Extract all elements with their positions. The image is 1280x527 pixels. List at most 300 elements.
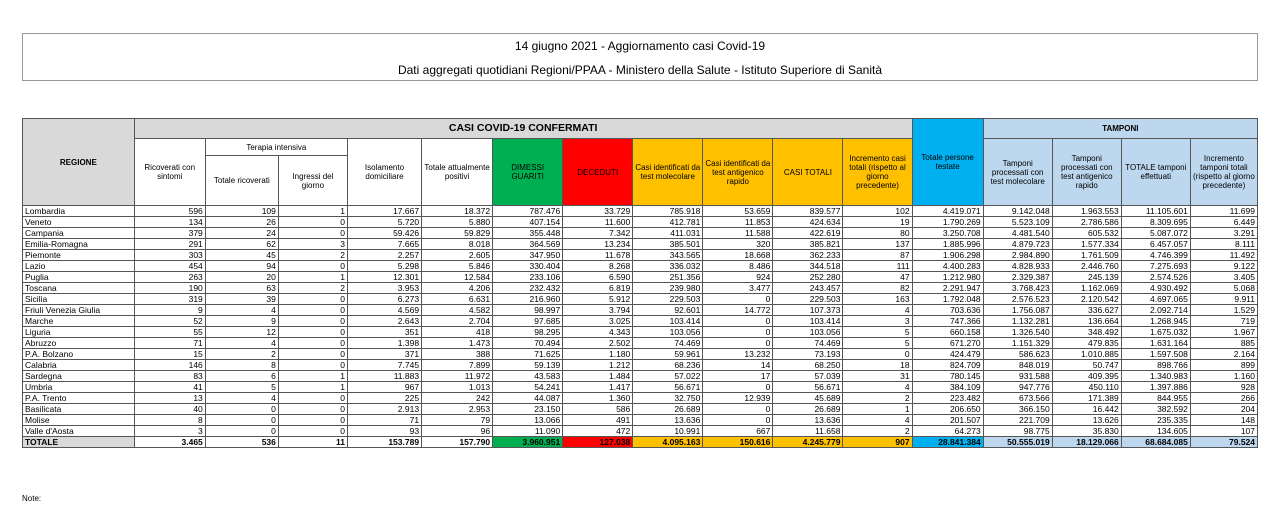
table-cell: 384.109: [912, 382, 983, 393]
table-cell: 9: [205, 316, 278, 327]
table-cell: 14: [703, 360, 773, 371]
table-cell: 844.955: [1121, 393, 1190, 404]
table-cell: 8.268: [563, 261, 633, 272]
table-cell: 232.432: [493, 283, 563, 294]
table-cell: 45.689: [773, 393, 843, 404]
table-cell: 96: [422, 426, 493, 437]
table-cell: 13.636: [633, 415, 703, 426]
table-cell: 885: [1190, 338, 1257, 349]
table-cell: 18.372: [422, 206, 493, 217]
table-cell: 6.590: [563, 272, 633, 283]
table-cell: 33.729: [563, 206, 633, 217]
table-cell: 229.503: [633, 294, 703, 305]
table-cell: 605.532: [1052, 228, 1121, 239]
table-cell: 103.414: [633, 316, 703, 327]
table-cell: 94: [205, 261, 278, 272]
table-row: [23, 283, 1258, 294]
table-cell: 411.031: [633, 228, 703, 239]
table-cell: 4.095.163: [633, 437, 703, 448]
table-cell: 4.828.933: [983, 261, 1052, 272]
table-cell: 780.145: [912, 371, 983, 382]
table-cell: 928: [1190, 382, 1257, 393]
table-cell: 839.577: [773, 206, 843, 217]
header-ti-totale: Totale ricoverati: [205, 156, 278, 206]
table-cell: 7.899: [422, 360, 493, 371]
table-cell: 0: [278, 415, 347, 426]
total-row: [23, 437, 1258, 448]
table-cell: 12.584: [422, 272, 493, 283]
table-cell: 1.397.886: [1121, 382, 1190, 393]
table-cell: 5: [843, 338, 912, 349]
header-regione: REGIONE: [23, 119, 135, 206]
table-cell: 92.601: [633, 305, 703, 316]
table-cell: 11.658: [773, 426, 843, 437]
header-tamponi-antigenico: Tamponi processati con test antigenico rapido: [1052, 139, 1121, 206]
table-cell: 15: [134, 349, 205, 360]
region-name: Friuli Venezia Giulia: [23, 305, 135, 316]
table-cell: 45: [205, 250, 278, 261]
table-cell: 98.775: [983, 426, 1052, 437]
table-cell: 245.139: [1052, 272, 1121, 283]
table-cell: 0: [205, 415, 278, 426]
table-cell: 20: [205, 272, 278, 283]
table-cell: 56.671: [773, 382, 843, 393]
table-cell: 1.675.032: [1121, 327, 1190, 338]
table-row: [23, 426, 1258, 437]
table-cell: 0: [278, 338, 347, 349]
table-cell: 79: [422, 415, 493, 426]
table-cell: 103.414: [773, 316, 843, 327]
table-cell: 103.056: [633, 327, 703, 338]
table-row: [23, 217, 1258, 228]
region-name: Veneto: [23, 217, 135, 228]
table-cell: 8.018: [422, 239, 493, 250]
table-cell: 6.819: [563, 283, 633, 294]
table-cell: 82: [843, 283, 912, 294]
header-incremento-tamponi: Incremento tamponi totali (rispetto al giorno precedente): [1190, 139, 1257, 206]
table-cell: 8: [205, 360, 278, 371]
header-casi-molecolare: Casi identificati da test molecolare: [633, 139, 703, 206]
table-cell: 44.087: [493, 393, 563, 404]
table-cell: 74.469: [773, 338, 843, 349]
table-cell: 907: [843, 437, 912, 448]
table-cell: 7.342: [563, 228, 633, 239]
table-cell: 266: [1190, 393, 1257, 404]
table-cell: 17: [703, 371, 773, 382]
table-cell: 1: [843, 404, 912, 415]
table-cell: 3: [134, 426, 205, 437]
table-cell: 1: [278, 371, 347, 382]
table-cell: 931.588: [983, 371, 1052, 382]
table-cell: 31: [843, 371, 912, 382]
table-cell: 2.704: [422, 316, 493, 327]
table-cell: 136.664: [1052, 316, 1121, 327]
table-cell: 137: [843, 239, 912, 250]
table-cell: 235.335: [1121, 415, 1190, 426]
table-cell: 87: [843, 250, 912, 261]
table-cell: 1.160: [1190, 371, 1257, 382]
header-incremento-casi: Incremento casi totali (rispetto al giorno precedente): [843, 139, 912, 206]
table-cell: 18.668: [703, 250, 773, 261]
table-row: [23, 382, 1258, 393]
region-name: Campania: [23, 228, 135, 239]
table-cell: 0: [205, 426, 278, 437]
table-cell: 3.405: [1190, 272, 1257, 283]
header-dimessi: DIMESSI GUARITI: [493, 139, 563, 206]
table-row: [23, 360, 1258, 371]
table-cell: 0: [278, 327, 347, 338]
table-cell: 3.250.708: [912, 228, 983, 239]
table-cell: 0: [278, 316, 347, 327]
table-cell: 450.110: [1052, 382, 1121, 393]
table-cell: 1.484: [563, 371, 633, 382]
table-cell: 379: [134, 228, 205, 239]
table-cell: 56.671: [633, 382, 703, 393]
table-cell: 2.291.947: [912, 283, 983, 294]
table-cell: 2: [843, 393, 912, 404]
table-cell: 0: [703, 382, 773, 393]
region-name: Basilicata: [23, 404, 135, 415]
table-cell: 8.486: [703, 261, 773, 272]
table-cell: 4.419.071: [912, 206, 983, 217]
table-cell: 13.626: [1052, 415, 1121, 426]
table-cell: 127.038: [563, 437, 633, 448]
table-cell: 55: [134, 327, 205, 338]
header-casi-totali: CASI TOTALI: [773, 139, 843, 206]
table-cell: 50.555.019: [983, 437, 1052, 448]
table-cell: 80: [843, 228, 912, 239]
header-casi-confermati: CASI COVID-19 CONFERMATI: [134, 119, 912, 139]
table-cell: 11: [278, 437, 347, 448]
table-cell: 1.360: [563, 393, 633, 404]
table-cell: 163: [843, 294, 912, 305]
table-cell: 71.625: [493, 349, 563, 360]
header-positivi: Totale attualmente positivi: [422, 139, 493, 206]
header-persone-testate: Totale persone testate: [912, 119, 983, 206]
table-cell: 4: [843, 415, 912, 426]
table-cell: 4: [205, 393, 278, 404]
table-cell: 0: [278, 294, 347, 305]
table-cell: 667: [703, 426, 773, 437]
table-cell: 1.597.508: [1121, 349, 1190, 360]
table-cell: 0: [205, 404, 278, 415]
table-cell: 351: [347, 327, 421, 338]
table-cell: 83: [134, 371, 205, 382]
table-cell: 109: [205, 206, 278, 217]
table-cell: 263: [134, 272, 205, 283]
table-cell: 221.709: [983, 415, 1052, 426]
table-cell: 0: [278, 228, 347, 239]
table-cell: 319: [134, 294, 205, 305]
table-cell: 1.967: [1190, 327, 1257, 338]
table-cell: 3.477: [703, 283, 773, 294]
table-cell: 98.295: [493, 327, 563, 338]
table-cell: 355.448: [493, 228, 563, 239]
table-cell: 252.280: [773, 272, 843, 283]
table-cell: 16.442: [1052, 404, 1121, 415]
table-cell: 719: [1190, 316, 1257, 327]
title-box: [22, 33, 1258, 81]
table-row: [23, 239, 1258, 250]
table-cell: 6.457.057: [1121, 239, 1190, 250]
table-cell: 1.212: [563, 360, 633, 371]
table-cell: 382.592: [1121, 404, 1190, 415]
header-deceduti: DECEDUTI: [563, 139, 633, 206]
region-name: Marche: [23, 316, 135, 327]
table-cell: 54.241: [493, 382, 563, 393]
table-cell: 1.212.980: [912, 272, 983, 283]
table-cell: 348.492: [1052, 327, 1121, 338]
table-cell: 1.180: [563, 349, 633, 360]
table-cell: 344.518: [773, 261, 843, 272]
table-cell: 1.529: [1190, 305, 1257, 316]
table-cell: 8.309.695: [1121, 217, 1190, 228]
table-cell: 52: [134, 316, 205, 327]
table-cell: 57.022: [633, 371, 703, 382]
region-name: Valle d'Aosta: [23, 426, 135, 437]
table-cell: 3.291: [1190, 228, 1257, 239]
table-cell: 424.634: [773, 217, 843, 228]
region-name: Toscana: [23, 283, 135, 294]
header-ricoverati: Ricoverati con sintomi: [134, 139, 205, 206]
table-cell: 343.565: [633, 250, 703, 261]
region-name: Lombardia: [23, 206, 135, 217]
table-cell: 4.930.492: [1121, 283, 1190, 294]
table-cell: 0: [703, 294, 773, 305]
table-cell: 2.092.714: [1121, 305, 1190, 316]
table-cell: 10.991: [633, 426, 703, 437]
table-cell: 4.400.283: [912, 261, 983, 272]
table-cell: 1: [278, 272, 347, 283]
table-cell: 19: [843, 217, 912, 228]
region-name: Emilia-Romagna: [23, 239, 135, 250]
table-cell: 11.600: [563, 217, 633, 228]
table-cell: 59.426: [347, 228, 421, 239]
table-cell: 586.623: [983, 349, 1052, 360]
table-cell: 1.132.281: [983, 316, 1052, 327]
table-cell: 2.574.526: [1121, 272, 1190, 283]
table-cell: 146: [134, 360, 205, 371]
table-cell: 251.356: [633, 272, 703, 283]
table-cell: 362.233: [773, 250, 843, 261]
table-cell: 98.997: [493, 305, 563, 316]
table-cell: 4: [843, 382, 912, 393]
table-cell: 5: [843, 327, 912, 338]
table-cell: 0: [703, 327, 773, 338]
table-cell: 73.193: [773, 349, 843, 360]
table-cell: 2.605: [422, 250, 493, 261]
table-cell: 2.164: [1190, 349, 1257, 360]
region-name: Puglia: [23, 272, 135, 283]
table-cell: 8: [134, 415, 205, 426]
table-cell: 364.569: [493, 239, 563, 250]
table-cell: 2.984.890: [983, 250, 1052, 261]
header-ti-ingressi: Ingressi del giorno: [278, 156, 347, 206]
table-cell: 2.257: [347, 250, 421, 261]
table-cell: 673.566: [983, 393, 1052, 404]
table-cell: 2: [843, 426, 912, 437]
table-cell: 454: [134, 261, 205, 272]
table-cell: 12.939: [703, 393, 773, 404]
table-cell: 11.105.601: [1121, 206, 1190, 217]
table-cell: 201.507: [912, 415, 983, 426]
table-cell: 59.139: [493, 360, 563, 371]
table-cell: 785.918: [633, 206, 703, 217]
table-cell: 0: [703, 415, 773, 426]
table-cell: 4.481.540: [983, 228, 1052, 239]
table-cell: 242: [422, 393, 493, 404]
table-cell: 1: [278, 382, 347, 393]
table-cell: 1.268.945: [1121, 316, 1190, 327]
total-label: TOTALE: [23, 437, 135, 448]
table-cell: 385.821: [773, 239, 843, 250]
region-name: Calabria: [23, 360, 135, 371]
table-cell: 11.492: [1190, 250, 1257, 261]
table-cell: 26.689: [773, 404, 843, 415]
table-cell: 5.846: [422, 261, 493, 272]
table-cell: 23.150: [493, 404, 563, 415]
table-cell: 409.395: [1052, 371, 1121, 382]
table-row: [23, 206, 1258, 217]
table-cell: 26.689: [633, 404, 703, 415]
region-name: Umbria: [23, 382, 135, 393]
table-cell: 11.853: [703, 217, 773, 228]
table-cell: 8.111: [1190, 239, 1257, 250]
table-cell: 2: [205, 349, 278, 360]
table-cell: 3.960.951: [493, 437, 563, 448]
table-cell: 2: [278, 283, 347, 294]
table-cell: 7.745: [347, 360, 421, 371]
table-cell: 1.756.087: [983, 305, 1052, 316]
table-cell: 26: [205, 217, 278, 228]
table-cell: 6.273: [347, 294, 421, 305]
table-cell: 107: [1190, 426, 1257, 437]
table-cell: 12.301: [347, 272, 421, 283]
table-cell: 150.616: [703, 437, 773, 448]
table-cell: 13.066: [493, 415, 563, 426]
table-cell: 424.479: [912, 349, 983, 360]
table-cell: 479.835: [1052, 338, 1121, 349]
table-cell: 59.961: [633, 349, 703, 360]
table-row: [23, 250, 1258, 261]
table-cell: 11.090: [493, 426, 563, 437]
table-row: [23, 349, 1258, 360]
table-cell: 148: [1190, 415, 1257, 426]
table-cell: 422.619: [773, 228, 843, 239]
table-cell: 40: [134, 404, 205, 415]
table-cell: 13.234: [563, 239, 633, 250]
table-cell: 70.494: [493, 338, 563, 349]
table-cell: 671.270: [912, 338, 983, 349]
table-cell: 68.250: [773, 360, 843, 371]
table-cell: 13.232: [703, 349, 773, 360]
table-cell: 1.473: [422, 338, 493, 349]
table-cell: 153.789: [347, 437, 421, 448]
table-cell: 11.699: [1190, 206, 1257, 217]
table-row: [23, 272, 1258, 283]
region-name: Piemonte: [23, 250, 135, 261]
table-cell: 1.761.509: [1052, 250, 1121, 261]
table-cell: 9.911: [1190, 294, 1257, 305]
table-row: [23, 371, 1258, 382]
table-cell: 388: [422, 349, 493, 360]
table-cell: 320: [703, 239, 773, 250]
table-cell: 303: [134, 250, 205, 261]
covid-data-table: [22, 118, 1258, 448]
table-cell: 1.963.553: [1052, 206, 1121, 217]
table-cell: 2.913: [347, 404, 421, 415]
table-cell: 17.667: [347, 206, 421, 217]
table-cell: 407.154: [493, 217, 563, 228]
table-cell: 5.298: [347, 261, 421, 272]
table-cell: 2.329.387: [983, 272, 1052, 283]
table-cell: 330.404: [493, 261, 563, 272]
table-cell: 899: [1190, 360, 1257, 371]
table-cell: 1.792.048: [912, 294, 983, 305]
table-cell: 1.326.540: [983, 327, 1052, 338]
table-cell: 4.746.399: [1121, 250, 1190, 261]
region-name: Sicilia: [23, 294, 135, 305]
table-cell: 336.627: [1052, 305, 1121, 316]
table-row: [23, 415, 1258, 426]
table-cell: 134.605: [1121, 426, 1190, 437]
table-body: [23, 206, 1258, 448]
table-cell: 2.786.586: [1052, 217, 1121, 228]
table-cell: 5.523.109: [983, 217, 1052, 228]
table-cell: 4: [205, 338, 278, 349]
table-cell: 0: [278, 360, 347, 371]
table-cell: 243.457: [773, 283, 843, 294]
table-cell: 0: [843, 349, 912, 360]
table-cell: 2.120.542: [1052, 294, 1121, 305]
table-cell: 472: [563, 426, 633, 437]
table-cell: 216.960: [493, 294, 563, 305]
table-cell: 35.830: [1052, 426, 1121, 437]
table-cell: 5: [205, 382, 278, 393]
table-cell: 206.650: [912, 404, 983, 415]
table-cell: 0: [703, 404, 773, 415]
region-name: Molise: [23, 415, 135, 426]
table-cell: 225: [347, 393, 421, 404]
header-tamponi: TAMPONI: [983, 119, 1257, 139]
table-cell: 3.953: [347, 283, 421, 294]
table-cell: 11.972: [422, 371, 493, 382]
table-cell: 0: [278, 305, 347, 316]
region-name: Sardegna: [23, 371, 135, 382]
table-cell: 491: [563, 415, 633, 426]
table-cell: 3: [278, 239, 347, 250]
table-cell: 57.039: [773, 371, 843, 382]
table-cell: 1.013: [422, 382, 493, 393]
table-cell: 32.750: [633, 393, 703, 404]
table-cell: 4.582: [422, 305, 493, 316]
header-terapia-intensiva: Terapia intensiva: [205, 139, 347, 156]
table-cell: 204: [1190, 404, 1257, 415]
table-cell: 3.025: [563, 316, 633, 327]
table-cell: 1: [278, 206, 347, 217]
table-cell: 1.906.298: [912, 250, 983, 261]
table-cell: 79.524: [1190, 437, 1257, 448]
table-cell: 5.912: [563, 294, 633, 305]
table-cell: 43.583: [493, 371, 563, 382]
table-cell: 1.010.885: [1052, 349, 1121, 360]
table-cell: 107.373: [773, 305, 843, 316]
table-cell: 71: [134, 338, 205, 349]
table-cell: 947.776: [983, 382, 1052, 393]
table-cell: 39: [205, 294, 278, 305]
table-cell: 1.577.334: [1052, 239, 1121, 250]
table-cell: 6: [205, 371, 278, 382]
